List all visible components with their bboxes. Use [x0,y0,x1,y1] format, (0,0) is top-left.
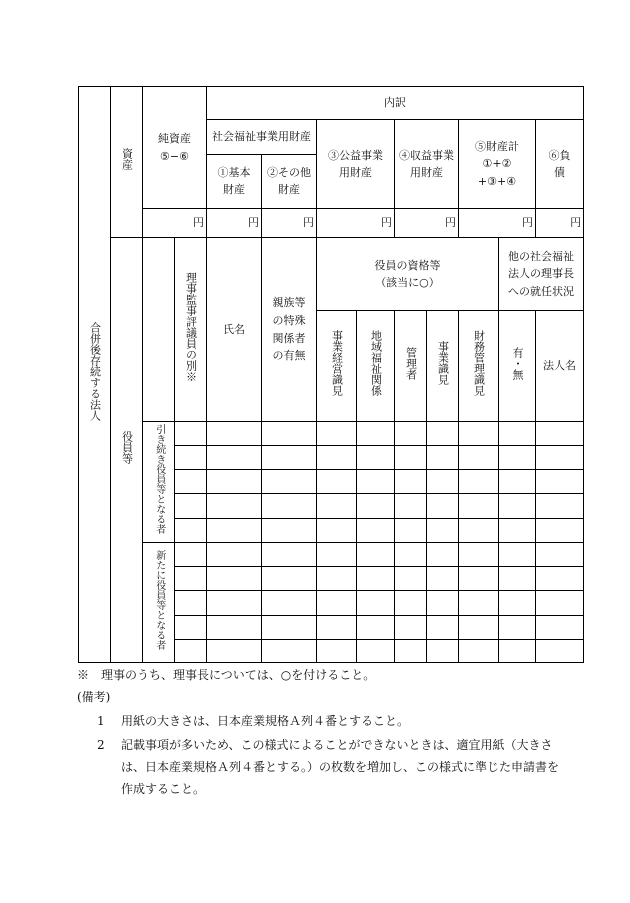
table-cell[interactable] [536,639,584,662]
table-cell[interactable] [427,639,459,662]
table-cell[interactable] [459,421,499,445]
public-assets-value[interactable]: 円 [317,209,395,238]
profit-assets-value[interactable]: 円 [395,209,459,238]
table-cell[interactable] [536,542,584,566]
table-cell[interactable] [317,615,357,639]
table-cell[interactable] [499,615,536,639]
remark-item-1 [97,710,597,732]
asterisk-note-text: ※ 理事のうち、理事長については、○を付けること。 [77,668,376,682]
table-cell[interactable] [317,591,357,615]
table-cell[interactable] [459,639,499,662]
table-cell[interactable] [499,446,536,470]
table-cell[interactable] [175,615,207,639]
remark-item-1-number: 1 [97,714,105,728]
table-cell[interactable] [459,542,499,566]
table-cell[interactable] [317,494,357,518]
table-cell[interactable] [499,639,536,662]
new-label-cell [143,542,175,662]
table-cell[interactable] [207,421,262,445]
table-cell[interactable] [207,567,262,591]
table-cell[interactable] [262,494,317,518]
table-cell[interactable] [262,518,317,542]
table-cell[interactable] [175,518,207,542]
officers-label-cell [111,238,143,663]
merged-corp-label-cell [79,87,111,663]
table-cell[interactable] [499,542,536,566]
table-cell[interactable] [357,470,395,494]
table-cell[interactable] [459,615,499,639]
total-assets-value[interactable]: 円 [459,209,536,238]
continuing-label: 引き続き役員等となる者 [153,424,165,535]
continuing-label-cell [143,421,175,542]
corp-name-header: 法人名 [536,310,584,421]
table-cell[interactable] [499,421,536,445]
table-cell[interactable] [427,494,459,518]
q2-header: 地域福祉関係 [369,330,383,397]
table-cell[interactable] [459,470,499,494]
table-cell[interactable] [357,591,395,615]
table-cell[interactable] [427,421,459,445]
assets-label: 資産 [120,148,134,171]
table-cell[interactable] [395,446,427,470]
table-cell[interactable] [317,567,357,591]
assets-label-cell [111,87,143,238]
table-cell[interactable] [536,567,584,591]
table-cell[interactable] [262,421,317,445]
table-cell[interactable] [536,470,584,494]
table-cell[interactable] [427,615,459,639]
remark-item-2 [97,734,599,800]
table-cell[interactable] [459,591,499,615]
table-cell[interactable] [262,591,317,615]
table-cell[interactable] [207,639,262,662]
table-cell[interactable] [357,567,395,591]
qualification-header: 役員の資格等 （該当に○） [317,238,499,311]
table-cell[interactable] [427,591,459,615]
table-cell[interactable] [395,615,427,639]
table-cell[interactable] [499,494,536,518]
table-cell[interactable] [207,518,262,542]
table-cell[interactable] [395,494,427,518]
remarks-heading [77,686,597,708]
basic-assets-header: ①基本 財産 [207,154,262,208]
table-cell[interactable] [175,421,207,445]
table-cell[interactable] [262,639,317,662]
table-cell[interactable] [395,542,427,566]
merged-corp-label: 合併後存続する法人 [88,322,102,422]
table-cell[interactable] [357,494,395,518]
table-cell[interactable] [427,470,459,494]
table-cell[interactable] [262,542,317,566]
other-assets-header: ②その他 財産 [262,154,317,208]
table-cell[interactable] [207,615,262,639]
table-cell[interactable] [357,446,395,470]
net-assets-header: 純資産 ⑤−⑥ [143,87,207,209]
name-header: 氏名 [207,238,262,422]
table-cell[interactable] [175,591,207,615]
liabilities-header: ⑥負 債 [536,120,584,209]
profit-assets-header: ④収益事業 用財産 [395,120,459,209]
table-cell[interactable] [207,470,262,494]
table-cell[interactable] [395,639,427,662]
table-cell[interactable] [395,518,427,542]
yes-no-header: 有・無 [511,346,525,380]
merger-form-table [78,86,584,663]
table-cell[interactable] [459,494,499,518]
q2-header-cell [357,310,395,421]
table-cell[interactable] [207,542,262,566]
table-cell[interactable] [175,470,207,494]
breakdown-header: 内訳 [207,87,584,120]
table-cell[interactable] [317,470,357,494]
q1-header-cell [317,310,357,421]
table-cell[interactable] [175,446,207,470]
table-cell[interactable] [357,421,395,445]
other-corp-header: 他の社会福祉 法人の理事長 への就任状況 [499,238,584,311]
table-cell[interactable] [207,591,262,615]
table-cell[interactable] [499,518,536,542]
q3-header: 管理者 [404,346,418,380]
table-cell[interactable] [175,542,207,566]
table-cell[interactable] [536,446,584,470]
officers-blank-header [143,238,175,422]
q4-header-cell [427,310,459,421]
table-cell[interactable] [357,639,395,662]
social-welfare-assets-header: 社会福祉事業用財産 [207,120,317,154]
table-cell[interactable] [459,567,499,591]
table-cell[interactable] [175,494,207,518]
basic-assets-value[interactable]: 円 [207,209,262,238]
table-cell[interactable] [357,518,395,542]
table-cell[interactable] [357,615,395,639]
table-cell[interactable] [499,470,536,494]
table-cell[interactable] [536,615,584,639]
table-cell[interactable] [317,421,357,445]
q3-header-cell [395,310,427,421]
table-cell[interactable] [395,421,427,445]
table-cell[interactable] [262,470,317,494]
yes-no-header-cell [499,310,536,421]
table-cell[interactable] [262,567,317,591]
table-cell[interactable] [536,421,584,445]
table-cell[interactable] [262,615,317,639]
table-cell[interactable] [175,567,207,591]
table-cell[interactable] [427,567,459,591]
liabilities-value[interactable]: 円 [536,209,584,238]
table-cell[interactable] [536,591,584,615]
public-assets-header: ③公益事業 用財産 [317,120,395,209]
q1-header: 事業経営識見 [330,330,344,397]
table-cell[interactable] [459,446,499,470]
remark-item-2-line3: 作成すること。 [121,782,206,796]
table-cell[interactable] [317,542,357,566]
table-cell[interactable] [427,542,459,566]
table-cell[interactable] [207,494,262,518]
table-cell[interactable] [207,446,262,470]
new-label: 新たに役員等となる者 [153,549,165,650]
table-cell[interactable] [317,446,357,470]
remarks-heading-text: (備考) [77,690,111,704]
table-cell[interactable] [427,446,459,470]
table-cell[interactable] [395,591,427,615]
table-cell[interactable] [262,446,317,470]
table-cell[interactable] [175,639,207,662]
remark-item-2-line1: 記載事項が多いため、この様式によることができないときは、適宜用紙（大きさ [121,738,553,752]
q5-header: 財務管理識見 [472,330,486,397]
q5-header-cell [459,310,499,421]
table-cell[interactable] [499,591,536,615]
table-cell[interactable] [427,518,459,542]
table-cell[interactable] [395,470,427,494]
relatives-header: 親族等 の特殊 関係者 の有無 [262,238,317,422]
role-header: 理事監事評議員の別※ [184,271,198,382]
table-cell[interactable] [317,639,357,662]
table-cell[interactable] [499,567,536,591]
asterisk-note [77,664,597,686]
remark-item-1-text: 用紙の大きさは、日本産業規格Ａ列４番とすること。 [121,714,410,728]
remark-item-2-line2: は、日本産業規格Ａ列４番とする。）の枚数を増加し、この様式に準じた申請書を [121,760,560,774]
role-header-cell [175,238,207,422]
remark-item-2-number: 2 [97,738,105,752]
net-assets-value[interactable]: 円 [143,209,207,238]
table-cell[interactable] [357,542,395,566]
other-assets-value[interactable]: 円 [262,209,317,238]
table-cell[interactable] [395,567,427,591]
total-assets-header: ⑤財産計 ①+② +③+④ [459,120,536,209]
officers-label: 役員等 [120,430,134,464]
q4-header: 事業識見 [436,341,450,386]
table-cell[interactable] [459,518,499,542]
table-cell[interactable] [536,518,584,542]
table-cell[interactable] [536,494,584,518]
table-cell[interactable] [317,518,357,542]
